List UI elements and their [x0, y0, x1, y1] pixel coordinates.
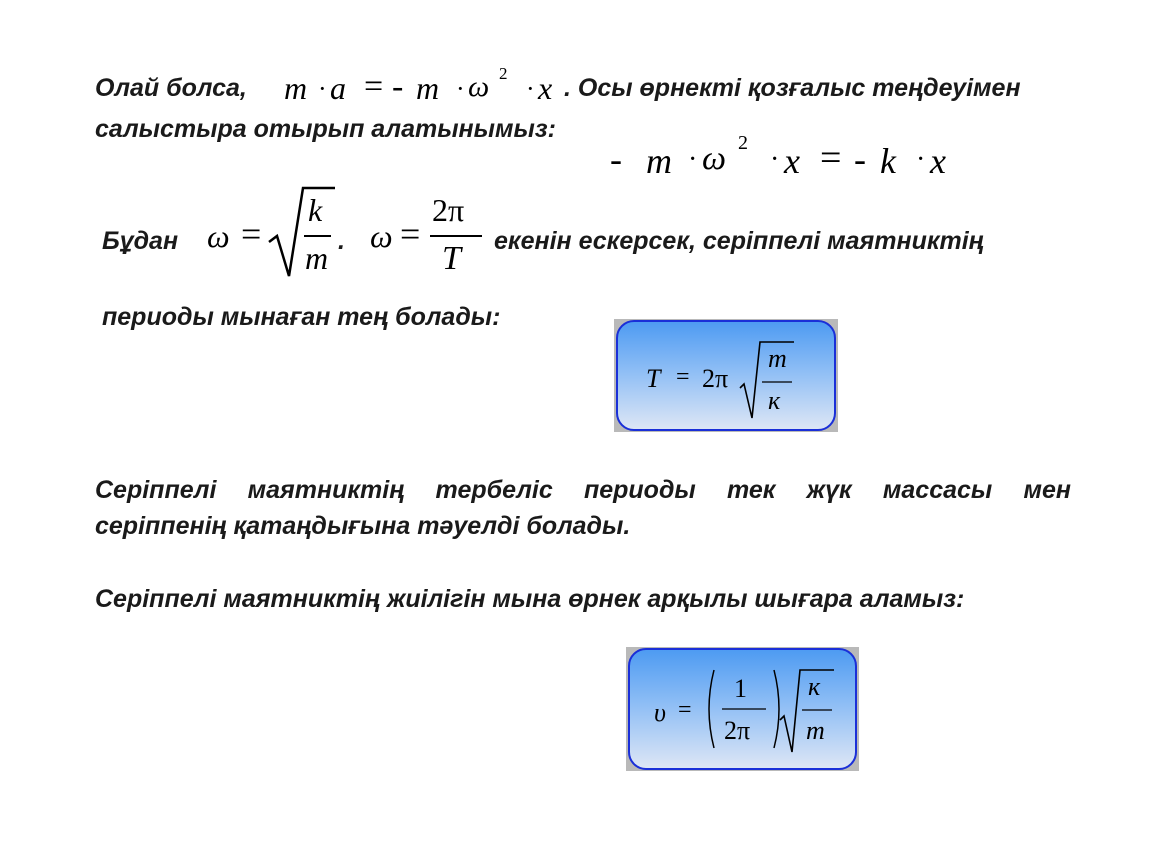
- eq2-dot3: ·: [916, 144, 926, 175]
- frequency-denominator: m: [806, 716, 825, 745]
- eq1-dot1: ·: [318, 74, 327, 103]
- frequency-equals: =: [678, 697, 692, 723]
- eq2-x2: x: [930, 141, 946, 181]
- line3-prefix: Бұдан: [102, 227, 179, 255]
- eq1-minus: -: [392, 68, 404, 105]
- period-formula-box: [616, 320, 836, 431]
- eq2-x1: x: [784, 141, 800, 181]
- frequency-numerator: к: [808, 672, 821, 701]
- eq2-minus2: -: [854, 139, 866, 179]
- eq1-power: 2: [499, 64, 508, 83]
- line2-text: салыстыра отырып алатынымыз:: [95, 115, 556, 143]
- equation-omega-sqrt: [205, 180, 335, 280]
- eq2-k: k: [880, 141, 896, 181]
- line4-text: периоды мынаған тең болады:: [102, 303, 501, 331]
- eq4-numerator: 2π: [432, 192, 465, 228]
- line3-suffix: екенін ескерсек, серіппелі маятниктің: [494, 227, 984, 255]
- period-lhs: T: [646, 364, 661, 393]
- line1-suffix: . Осы өрнекті қозғалыс теңдеуімен: [564, 74, 1021, 102]
- frequency-lhs: υ: [654, 698, 666, 727]
- eq1-omega: ω: [468, 70, 490, 103]
- eq2-minus1: -: [610, 139, 622, 179]
- eq1-dot2: ·: [456, 74, 465, 103]
- eq2-m: m: [646, 141, 672, 181]
- eq1-equals: =: [364, 68, 384, 105]
- eq4-equals: =: [400, 214, 421, 254]
- frequency-formula-box: [628, 648, 857, 770]
- eq4-omega: ω: [370, 218, 393, 254]
- eq1-dot3: ·: [526, 74, 535, 103]
- frequency-den1: 2π: [724, 716, 751, 745]
- eq4-fraction-bar: [430, 235, 482, 237]
- frequency-formula-frame: [626, 647, 859, 771]
- eq2-power: 2: [738, 132, 748, 154]
- eq2-equals: =: [820, 137, 842, 179]
- eq1-a: a: [330, 70, 346, 106]
- eq3-numerator-k: k: [308, 192, 323, 228]
- equation-hooke-compare: [610, 134, 970, 184]
- eq3-equals: =: [241, 214, 262, 254]
- period-equals: =: [676, 364, 690, 390]
- equation-newton: [280, 66, 570, 110]
- eq2-dot1: ·: [688, 144, 698, 175]
- frequency-num1: 1: [734, 674, 747, 703]
- paragraph-period-dependence-line1: Серіппелі маятниктің тербеліс периоды тек жүк массасы мен: [95, 476, 1071, 504]
- eq1-x: x: [538, 70, 553, 106]
- eq1-m1: m: [284, 70, 308, 106]
- eq2-dot2: ·: [770, 144, 780, 175]
- period-numerator: m: [768, 344, 787, 373]
- period-coef: 2π: [702, 364, 729, 393]
- period-denominator: к: [768, 386, 781, 415]
- equation-omega-period: [368, 190, 488, 280]
- eq3-omega: ω: [207, 218, 230, 254]
- eq3-denominator-m: m: [305, 240, 329, 276]
- paragraph-period-dependence-line2: серіппенің қатаңдығына тәуелді болады.: [95, 512, 631, 540]
- line1-prefix: Олай болса,: [95, 74, 247, 102]
- line3-separator: .: [338, 227, 345, 255]
- period-formula-frame: [614, 319, 838, 432]
- eq1-m2: m: [416, 70, 440, 106]
- paragraph-frequency: Серіппелі маятниктің жиілігін мына өрнек арқылы шығара аламыз:: [95, 585, 965, 613]
- eq2-omega: ω: [702, 140, 727, 177]
- eq4-denominator: T: [442, 240, 461, 277]
